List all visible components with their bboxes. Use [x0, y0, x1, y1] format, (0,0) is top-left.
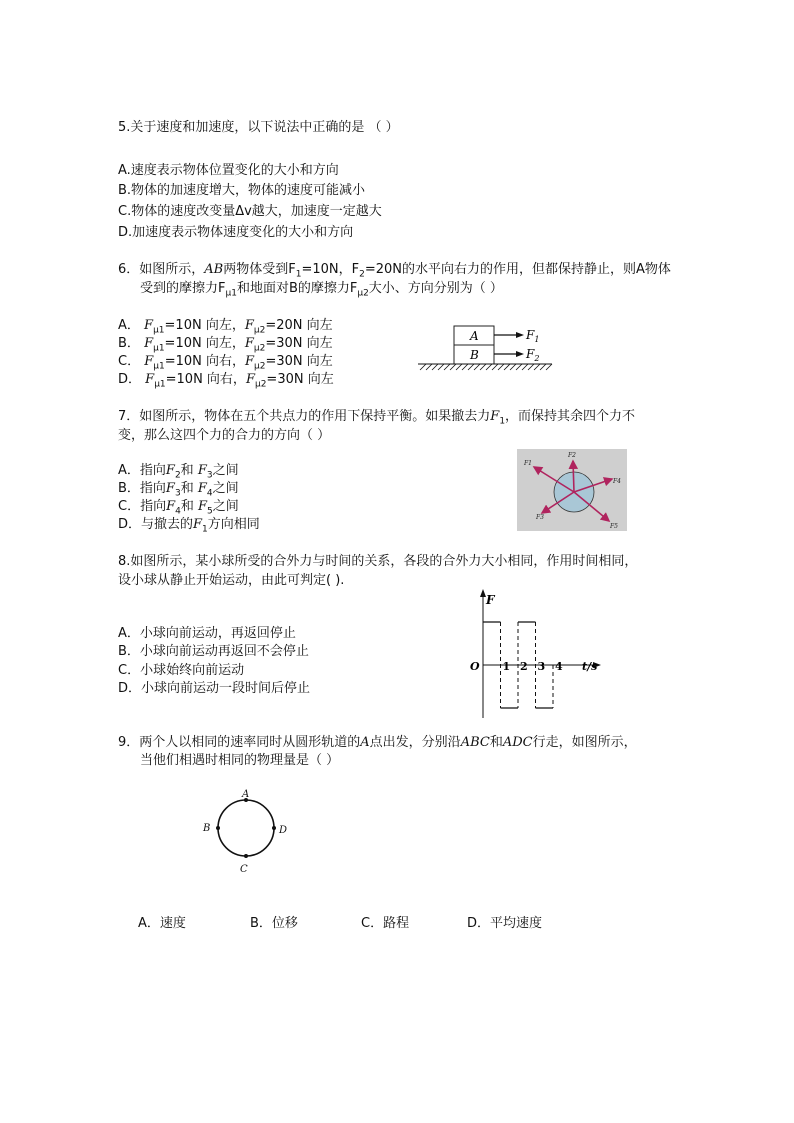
q6-option-label: C．: [118, 354, 141, 369]
q5-stem: 5.关于速度和加速度，以下说法中正确的是 （ ）: [118, 120, 399, 135]
point-c-dot: [244, 854, 248, 858]
q9-path-adc: ADC: [502, 735, 533, 750]
q7-opt-mid: 和: [180, 481, 194, 496]
block-a-label: A: [470, 329, 479, 343]
q9-stem1-d: 行走，如图所示，: [532, 735, 637, 750]
q6-sub: μ2: [253, 343, 266, 354]
q8-option-d: D．小球向前运动一段时间后停止: [118, 681, 311, 696]
f2-sub: 2: [534, 354, 540, 363]
label-b: B: [203, 823, 211, 834]
q6-option-label: D．: [118, 372, 142, 387]
q7-sub: 2: [174, 470, 181, 481]
fig-label-f1: F1: [524, 460, 532, 467]
q7-stem1: 7．如图所示，物体在五个共点力的作用下保持平衡。如果撤去力: [118, 409, 491, 424]
q7-f-symbol: F: [193, 517, 203, 532]
q9-stem1-a: 9．两个人以相同的速率同时从圆形轨道的: [118, 735, 361, 750]
q8-option-b: B．小球向前运动再返回不会停止: [118, 644, 309, 659]
q8-option-a: A．小球向前运动，再返回停止: [118, 626, 296, 641]
q7-opt-text: B．指向: [118, 481, 166, 496]
q7-opt-end: 之间: [212, 463, 239, 478]
x-tick-label: 2: [520, 660, 528, 673]
q9-stem-line2: 当他们相遇时相同的物理量是（ ）: [140, 753, 340, 768]
q6-stem-line2: [140, 280, 503, 303]
q6-stem2-c: 大小、方向分别为（ ）: [368, 281, 503, 296]
q6-sub: μ2: [357, 288, 369, 299]
q7-opt-end: 之间: [212, 481, 239, 496]
q7-opt-end: 之间: [212, 499, 239, 514]
q6-option-f2: =30N 向左: [265, 336, 333, 351]
q6-stem-c: =20N的水平向右力的作用，但都保持静止，则A物体: [364, 262, 671, 277]
q6-sub: μ1: [225, 288, 237, 299]
q6-stem2-b: 和地面对B的摩擦力F: [236, 281, 358, 296]
fig-label-f5: F5: [610, 523, 618, 530]
fig-label-f3: F3: [536, 514, 544, 521]
q6-option-f1: =10N 向左，: [164, 318, 245, 333]
q7-f-symbol: F: [166, 499, 176, 514]
q6-sub: μ1: [153, 343, 165, 354]
q9-option-a: A．速度: [138, 916, 186, 931]
x-tick-label: 4: [555, 660, 563, 673]
q7-sub: 1: [499, 416, 506, 427]
q9-point-a: A: [360, 735, 370, 750]
q9-path-abc: ABC: [460, 735, 490, 750]
q5-option-c: C.物体的速度改变量Δv越大，加速度一定越大: [118, 204, 382, 219]
q6-f-symbol: F: [244, 336, 254, 351]
q6-option-f1: =10N 向左，: [164, 336, 245, 351]
arrow-f2: [573, 461, 574, 492]
q6-f-symbol: F: [244, 318, 254, 333]
q7-opt-text: A．指向: [118, 463, 166, 478]
q9-stem1-c: 和: [489, 735, 503, 750]
q6-option-d: [118, 371, 334, 394]
q6-sub: μ1: [153, 325, 165, 336]
q6-stem-b: =10N，F: [301, 262, 360, 277]
q7-f-symbol: F: [197, 481, 207, 496]
arrow-head-icon: [516, 332, 524, 338]
point-b-dot: [216, 826, 220, 830]
q8-force-time-chart: [465, 588, 610, 723]
f2-label: [525, 347, 539, 363]
x-axis-label: t/s: [582, 660, 598, 673]
q7-opt-mid: 和: [180, 463, 194, 478]
q6-f-symbol: F: [144, 318, 154, 333]
q7-sub: 3: [174, 488, 181, 499]
q9-stem-line1: [118, 734, 637, 752]
arrow-head-icon: [516, 351, 524, 357]
f2-symbol: F: [526, 347, 535, 361]
q8-option-c: C．小球始终向前运动: [118, 663, 245, 678]
q6-sub: μ1: [154, 379, 166, 390]
q6-blocks-figure: [412, 318, 562, 378]
q7-opt-mid: 和: [180, 499, 194, 514]
f1-label: [525, 328, 539, 344]
q6-stem-a: 两物体受到F: [223, 262, 296, 277]
q7-forces-figure: [517, 449, 627, 531]
label-a: A: [242, 789, 250, 800]
q7-opt-text: C．指向: [118, 499, 167, 514]
q7-opt-mid: 方向相同: [207, 517, 260, 532]
q6-sub: μ2: [254, 361, 266, 372]
q6-stem-ab: AB: [204, 262, 224, 277]
q6-option-f1: =10N 向右，: [165, 372, 246, 387]
q6-sub: 2: [359, 269, 365, 280]
q6-option-f2: =30N 向左: [265, 354, 333, 369]
q9-option-c: C．路程: [361, 916, 410, 931]
q9-option-b: B．位移: [250, 916, 298, 931]
q7-f-symbol: F: [490, 409, 500, 424]
q6-stem-num: 6．如图所示，: [118, 262, 205, 277]
q7-f-symbol: F: [165, 463, 175, 478]
f1-symbol: F: [526, 328, 535, 342]
q6-option-f2: =20N 向左: [265, 318, 333, 333]
q5-option-d: D.加速度表示物体速度变化的大小和方向: [118, 225, 354, 240]
q6-f-symbol: F: [144, 354, 154, 369]
q5-option-b: B.物体的加速度增大，物体的速度可能减小: [118, 183, 366, 198]
q7-sub: 4: [206, 488, 213, 499]
q9-circle-track-figure: [195, 785, 295, 880]
x-tick-label: 1: [502, 660, 511, 673]
ground-hatch: [420, 364, 552, 370]
q8-stem-line1: 8.如图所示，某小球所受的合外力与时间的关系，各段的合外力大小相同，作用时间相同，: [118, 554, 638, 569]
q7-f-symbol: F: [197, 463, 207, 478]
q6-option-label: B．: [118, 336, 140, 351]
q6-option-f2: =30N 向左: [266, 372, 334, 387]
q6-sub: 1: [295, 269, 302, 280]
q6-f-symbol: F: [245, 372, 255, 387]
q7-sub: 5: [207, 506, 213, 517]
q6-f-symbol: F: [144, 336, 154, 351]
q9-option-d: D．平均速度: [467, 916, 543, 931]
q7-sub: 3: [206, 470, 213, 481]
q7-sub: 4: [175, 506, 181, 517]
x-tick-label: 3: [537, 660, 546, 673]
label-c: C: [240, 864, 248, 875]
fig-label-f2: F2: [568, 452, 576, 459]
q7-sub: 1: [202, 524, 208, 535]
q7-f-symbol: F: [165, 481, 175, 496]
q6-f-symbol: F: [245, 354, 255, 369]
origin-label: O: [470, 660, 480, 673]
q7-f-symbol: F: [198, 499, 208, 514]
q7-option-d: [118, 516, 260, 539]
y-axis-label: F: [486, 593, 495, 607]
label-d: D: [279, 825, 288, 836]
circular-track: [218, 800, 274, 856]
fig-label-f4: F4: [613, 478, 621, 485]
q6-stem2-a: 受到的摩擦力F: [140, 281, 226, 296]
block-b-label: B: [470, 348, 479, 362]
q5-option-a: A.速度表示物体位置变化的大小和方向: [118, 163, 339, 178]
q7-opt-text: D．与撤去的: [118, 517, 194, 532]
f1-sub: 1: [534, 335, 540, 344]
q6-option-label: A．: [118, 318, 140, 333]
q6-sub: μ1: [153, 361, 165, 372]
q9-stem1-b: 点出发，分别沿: [369, 735, 461, 750]
q6-sub: μ2: [253, 325, 266, 336]
q8-stem-line2: 设小球从静止开始运动，由此可判定( ).: [118, 573, 345, 588]
point-d-dot: [272, 826, 276, 830]
q7-stem1-end: ，而保持其余四个力不: [505, 409, 636, 424]
q7-stem-line2: 变，那么这四个力的合力的方向（ ）: [118, 428, 331, 443]
q6-option-f1: =10N 向右，: [164, 354, 245, 369]
q6-sub: μ2: [254, 379, 267, 390]
q6-f-symbol: F: [145, 372, 155, 387]
